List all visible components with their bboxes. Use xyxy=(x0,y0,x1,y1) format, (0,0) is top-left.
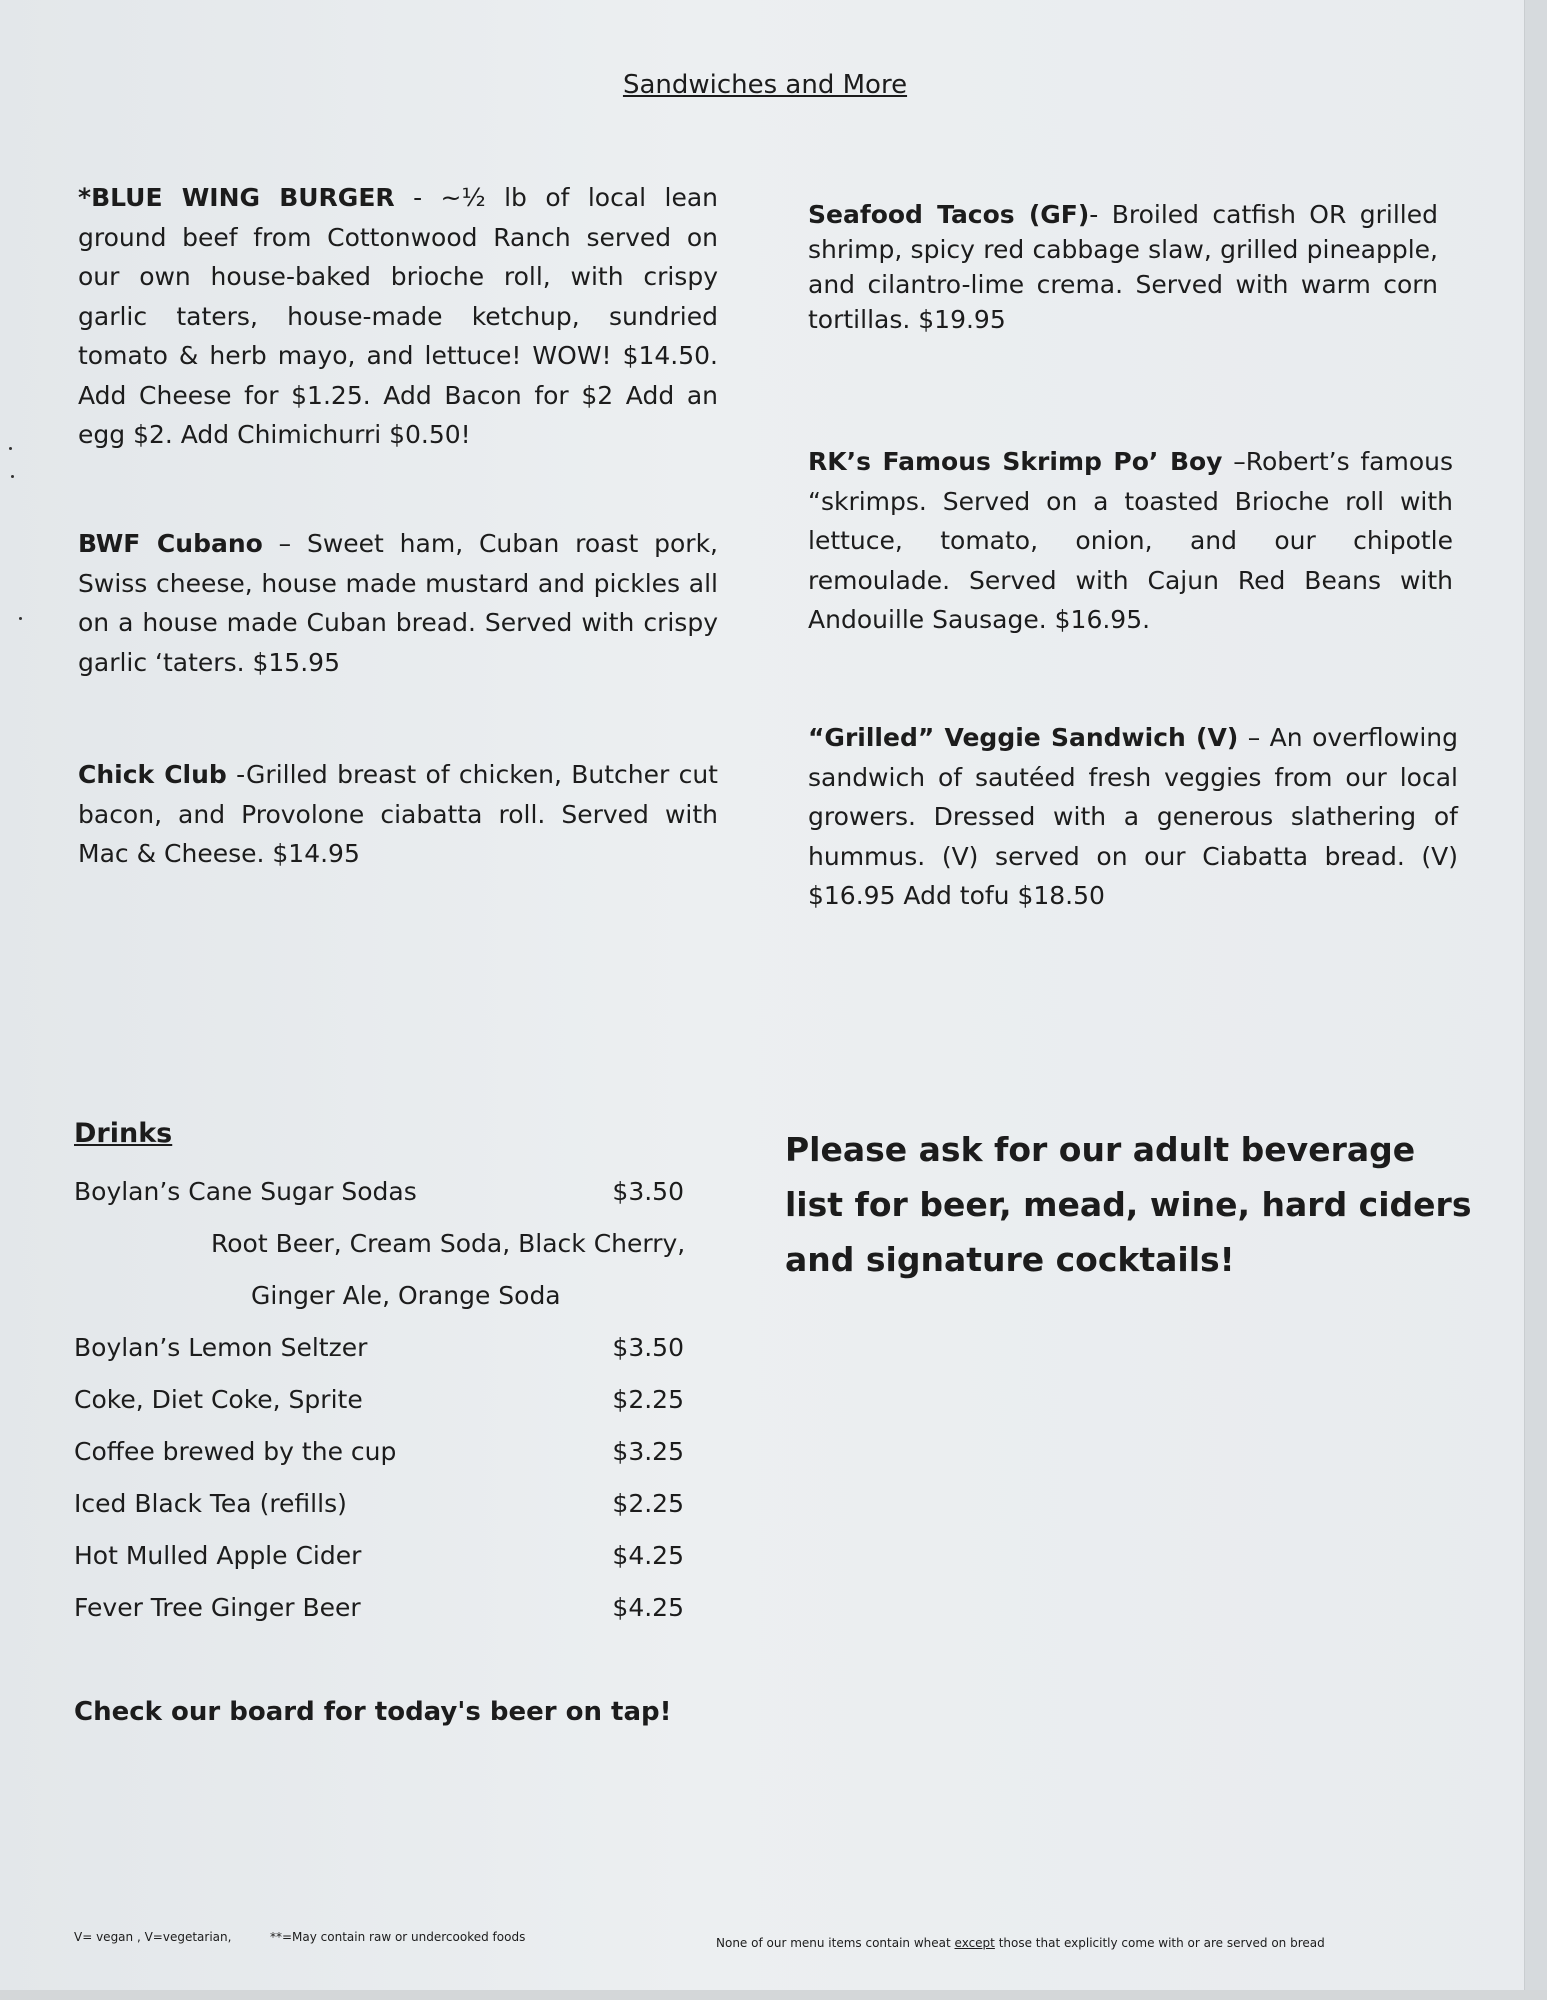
wheat-note-suffix: those that explicitly come with or are served on bread xyxy=(994,1936,1325,1950)
menu-item-seafood-tacos xyxy=(808,197,1438,337)
speck xyxy=(9,447,12,450)
item-name: Chick Club xyxy=(78,760,227,789)
drinks-title: Drinks xyxy=(74,1118,173,1149)
page-bottom-edge xyxy=(0,1990,1547,2000)
wheat-note-emphasis: except xyxy=(954,1936,995,1950)
soda-flavors-line2: Ginger Ale, Orange Soda xyxy=(251,1281,561,1310)
item-description: - ~½ lb of local lean ground beef from Cottonwood Ranch served on our own house-baked brioche roll, with crispy garlic taters, house-made ketchup, sundried tomato & herb mayo, and lettuce! WOW! $14.50. Add Cheese for $1.25. Add Bacon for $2 Add an egg $2. Add Chimichurri $0.50! xyxy=(78,183,718,449)
drink-price: $3.50 xyxy=(612,1177,684,1206)
drink-price: $2.25 xyxy=(612,1385,684,1414)
soda-flavors-line1: Root Beer, Cream Soda, Black Cherry, xyxy=(211,1229,686,1258)
item-description: - Broiled catfish OR grilled shrimp, spicy red cabbage slaw, grilled pineapple, and cilantro-lime crema. Served with warm corn tortillas. $19.95 xyxy=(808,200,1438,334)
item-name: BWF Cubano xyxy=(78,529,263,558)
wheat-note-prefix: None of our menu items contain wheat xyxy=(716,1936,955,1950)
drink-price: $3.50 xyxy=(612,1333,684,1362)
drink-price: $3.25 xyxy=(612,1437,684,1466)
section-title: Sandwiches and More xyxy=(622,70,908,100)
item-description: -Grilled breast of chicken, Butcher cut bacon, and Provolone ciabatta roll. Served with Mac & Cheese. $14.95 xyxy=(78,760,718,868)
drink-name: Boylan’s Lemon Seltzer xyxy=(74,1333,368,1362)
drink-row xyxy=(74,1333,684,1373)
drink-row xyxy=(74,1593,684,1633)
adult-beverage-note: Please ask for our adult beverage list for beer, mead, wine, hard ciders and signature cocktails! xyxy=(785,1130,1472,1279)
drink-name: Boylan’s Cane Sugar Sodas xyxy=(74,1177,417,1206)
tap-note: Check our board for today's beer on tap! xyxy=(74,1697,672,1727)
drink-row xyxy=(74,1385,684,1425)
drink-price: $4.25 xyxy=(612,1541,684,1570)
item-name: Seafood Tacos (GF) xyxy=(808,200,1090,229)
menu-item-skrimp-po-boy xyxy=(808,442,1453,640)
drink-name: Coke, Diet Coke, Sprite xyxy=(74,1385,363,1414)
menu-item-bwf-cubano xyxy=(78,524,718,682)
drink-name: Coffee brewed by the cup xyxy=(74,1437,397,1466)
page-edge-shadow xyxy=(1524,0,1547,2000)
menu-item-chick-club xyxy=(78,755,718,874)
item-description: – Sweet ham, Cuban roast pork, Swiss cheese, house made mustard and pickles all on a house made Cuban bread. Served with crispy garlic ‘taters. $15.95 xyxy=(78,529,718,677)
drink-name: Fever Tree Ginger Beer xyxy=(74,1593,361,1622)
menu-item-blue-wing-burger xyxy=(78,178,718,455)
footer-wheat-note xyxy=(716,1936,1325,1950)
item-name: RK’s Famous Skrimp Po’ Boy xyxy=(808,447,1223,476)
footer-legend-vegan: V= vegan , V=vegetarian, xyxy=(74,1930,232,1944)
speck xyxy=(11,475,14,478)
item-name: “Grilled” Veggie Sandwich (V) xyxy=(808,723,1239,752)
item-name: *BLUE WING BURGER xyxy=(78,183,395,212)
menu-item-veggie-sandwich xyxy=(808,718,1458,916)
drink-row xyxy=(74,1437,684,1477)
drink-name: Iced Black Tea (refills) xyxy=(74,1489,347,1518)
drink-row xyxy=(74,1541,684,1581)
drink-row xyxy=(74,1177,684,1217)
item-description: –Robert’s famous “skrimps. Served on a toasted Brioche roll with lettuce, tomato, onion, and our chipotle remoulade. Served with Cajun Red Beans with Andouille Sausage. $16.95. xyxy=(808,447,1453,634)
speck xyxy=(19,617,22,620)
footer-legend-raw: **=May contain raw or undercooked foods xyxy=(270,1930,526,1944)
item-description: – An overflowing sandwich of sautéed fresh veggies from our local growers. Dressed with a generous slathering of hummus. (V) served on our Ciabatta bread. (V) $16.95 Add tofu $18.50 xyxy=(808,723,1458,910)
drink-price: $4.25 xyxy=(612,1593,684,1622)
drink-row xyxy=(74,1489,684,1529)
drink-name: Hot Mulled Apple Cider xyxy=(74,1541,362,1570)
drink-price: $2.25 xyxy=(612,1489,684,1518)
